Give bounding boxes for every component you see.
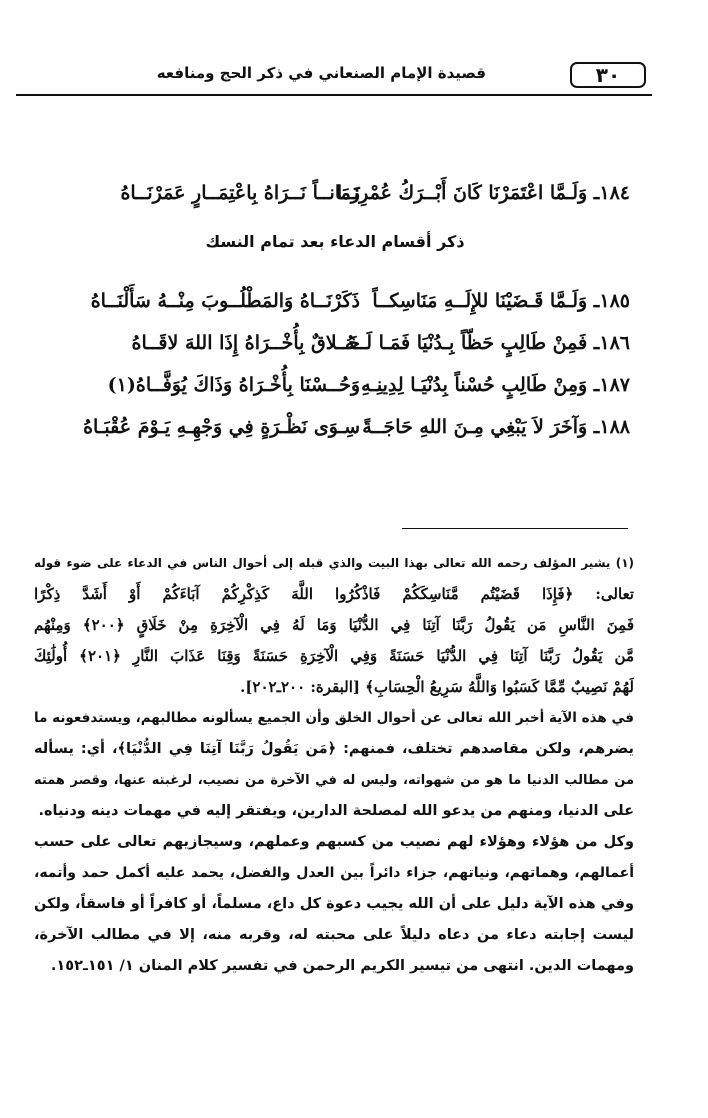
footnote-line: وكل من هؤلاء وهؤلاء لهم نصيب من كسبهم وعملهم، وسيجازيهم تعالى على حسب xyxy=(34,834,634,850)
footnote-line: أعمالهم، وهماتهم، ونياتهم، جزاء دائراً بين العدل والفضل، يحمد عليه أكمل حمد وأتمه، xyxy=(34,865,634,881)
footnote-line: يضرهم، ولكن مقاصدهم تختلف، فمنهم: ﴿مَن يَقُولُ رَبَّنَا آتِنَا فِي الدُّنْيَا﴾، أي: يسأله xyxy=(34,741,634,757)
section-heading: ذكر أقسام الدعاء بعد تمام النسك xyxy=(205,232,465,251)
footnote-quran-line: مَّن يَقُولُ رَبَّنَا آتِنَا فِي الدُّنْيَا حَسَنَةً وَفِي الْآخِرَةِ حَسَنَةً وَقِنَا عَذَابَ النَّارِ ﴿٢٠١﴾ أُولَٰئِكَ xyxy=(34,647,634,665)
verse-186 xyxy=(40,326,630,362)
header-divider xyxy=(16,94,652,96)
verse-second-hemistich: زَمَانــاً نَــرَاهُ بِاعْتِمَــارٍ عَمَرْنَــاهُ xyxy=(120,182,360,204)
footnote-line: ليست إجابته دعاء من دعاه دليلاً على محبته له، وقربه منه، إلا في مطالب الآخرة، xyxy=(34,927,634,943)
page-header xyxy=(16,56,650,96)
verse-first-hemistich: ١٨٤ـ وَلَـمَّا اعْتَمَرْنَا كَانَ أَبْــرَكُ عُمْرِنَــا xyxy=(336,182,630,204)
verse-first-hemistich: ١٨٨ـ وَآخَرَ لاَ يَبْغِي مِـنَ اللهِ حَاجَــةً xyxy=(362,416,630,438)
footnote-divider xyxy=(402,528,628,529)
footnote-line: وفي هذه الآية دليل على أن الله يجيب دعوة كل داع، مسلماً، أو كافراً أو فاسقاً، ولكن xyxy=(34,896,634,912)
footnote-line: في هذه الآية أخبر الله تعالى عن أحوال الخلق وأن الجميع يسألونه مطالبهم، ويستدفعونه ما xyxy=(34,710,634,726)
verse-second-hemistich: سِـوَى نَظْـرَةٍ فِي وَجْهِـهِ يَـوْمَ عُقْبَـاهُ xyxy=(83,416,360,438)
page-number: ٣٠ xyxy=(570,62,646,88)
footnote-quran-line: لَهُمْ نَصِيبٌ مِّمَّا كَسَبُوا وَاللَّهُ سَرِيعُ الْحِسَابِ﴾ [البقرة: ٢٠٠ـ٢٠٢]. xyxy=(240,678,634,696)
verse-188 xyxy=(40,410,630,446)
verse-187 xyxy=(40,368,630,404)
footnote-line: على الدنيا، ومنهم من يدعو الله لمصلحة الدارين، ويفتقر إليه في مهمات دينه ودنياه. xyxy=(38,803,634,819)
verse-second-hemistich: خَــلاقٌ بِأُخْــرَاهُ إِذَا اللهَ لاقَــاهُ xyxy=(131,332,360,354)
footnote-quran-line: تعالى: ﴿فَإِذَا قَضَيْتُم مَّنَاسِكَكُمْ فَاذْكُرُوا اللَّهَ كَذِكْرِكُمْ آبَاءَكُمْ أَوْ أَشَدَّ ذِكْرًا xyxy=(34,585,634,603)
verse-first-hemistich: ١٨٥ـ وَلَـمَّا قَـضَيْنَا للإِلَــهِ مَنَاسِكــاً xyxy=(372,290,630,312)
footnote-line: (١) يشير المؤلف رحمه الله تعالى بهذا البيت والذي قبله إلى أحوال الناس في الدعاء على ضوء قوله xyxy=(34,556,634,570)
footnote xyxy=(34,548,634,982)
footnote-line: من مطالب الدنيا ما هو من شهواته، وليس له في الآخرة من نصيب، لرغبته عنها، وقصر همته xyxy=(34,773,634,788)
verse-second-hemistich: وَحُــسْنَا بِأُخْـرَاهُ وَذَاكَ يُوَفَّــاهُ(١) xyxy=(107,374,360,396)
verse-first-hemistich: ١٨٦ـ فَمِنْ طَالِبٍ حَظّاً بِـدُنْيَا فَمَـا لَــهُ xyxy=(344,332,630,354)
verse-second-hemistich: ذَكَرْنَــاهُ وَالمَطْلُــوبَ مِنْــهُ سَأَلْنَــاهُ xyxy=(90,290,360,312)
verse-184 xyxy=(40,176,630,212)
footnote-quran-line: فَمِنَ النَّاسِ مَن يَقُولُ رَبَّنَا آتِنَا فِي الدُّنْيَا وَمَا لَهُ فِي الْآخِرَةِ مِنْ خَلَاقٍ ﴿٢٠٠﴾ وَمِنْهُم xyxy=(34,616,634,634)
verse-first-hemistich: ١٨٧ـ وَمِنْ طَالِبٍ حُسْناً بِدُنْيَـا لِدِينِـهِ xyxy=(361,374,630,396)
footnote-line: ومهمات الدين. انتهى من تيسير الكريم الرحمن في تفسير كلام المنان ١/ ١٥١ـ١٥٢. xyxy=(50,958,634,974)
verse-185 xyxy=(40,284,630,320)
running-title: قصيدة الإمام الصنعاني في ذكر الحج ومنافعه xyxy=(156,64,486,82)
